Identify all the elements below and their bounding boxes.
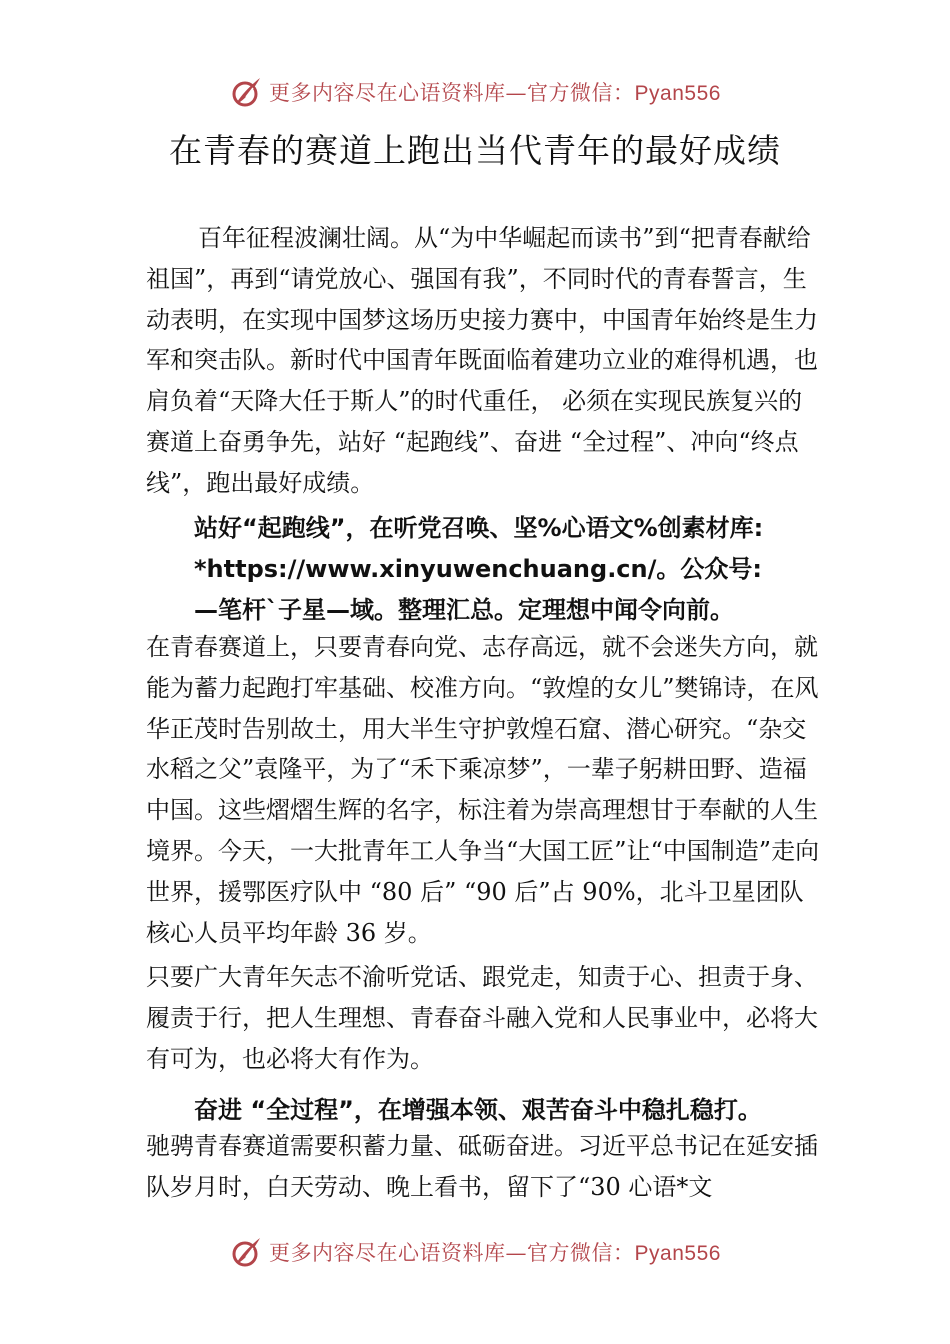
footer-watermark-banner [0,1232,950,1272]
heading-line: *https://www.xinyuwenchuang.cn/。公众号: [194,555,762,583]
paragraph-conclusion: 只要广大青年矢志不渝听党话、跟党走，知责于心、担责于身、履责于行，把人生理想、青春奋斗融入党和人民事业中，必将大有可为，也必将大有作为。 [146,963,818,1073]
watermark-text: 更多内容尽在心语资料库—官方微信：Pyan556 [269,81,721,105]
wechat-handle: Pyan556 [634,82,721,105]
section-heading-whole-process: 奋进 “全过程”，在增强本领、艰苦奋斗中稳扎稳打。 [194,1096,762,1124]
paragraph-strive: 驰骋青春赛道需要积蓄力量、砥砺奋进。习近平总书记在延安插队岁月时，白天劳动、晚上看书，留下了“30 心语*文 [146,1132,818,1201]
watermark-text: 更多内容尽在心语资料库—官方微信：Pyan556 [269,1241,721,1265]
wechat-handle: Pyan556 [634,1242,721,1265]
paragraph-intro-text: 百年征程波澜壮阔。从“为中华崛起而读书”到“把青春献给祖国”，再到“请党放心、强国有我”，不同时代的青春誓言，生动表明，在实现中国梦这场历史接力赛中，中国青年始终是生力军和突击队。新时代中国青年既面临着建功立业的难得机遇，也肩负着“天降大任于斯人”的时代重任， 必须在实现民族复兴的赛道上奋勇争先，站好 “起跑线”、奋进 “全过程”、冲向“终点线”，跑出最好成绩。 [146,224,818,497]
header-watermark-banner [0,72,950,112]
paragraph-intro [146,218,822,504]
paragraph-examples: 在青春赛道上，只要青春向党、志存高远，就不会迷失方向，就能为蓄力起跑打牢基础、校准方向。“敦煌的女儿”樊锦诗，在风华正茂时告别故土，用大半生守护敦煌石窟、潜心研究。“杂交水稻之父”袁隆平，为了“禾下乘凉梦”，一辈子躬耕田野、造福中国。这些熠熠生辉的名字，标注着为崇高理想甘于奉献的人生境界。今天，一大批青年工人争当“大国工匠”让“中国制造”走向世界，援鄂医疗队中 “80 后” “90 后”占 90%，北斗卫星团队核心人员平均年龄 36 岁。 [146,633,820,947]
document-title: 在青春的赛道上跑出当代青年的最好成绩 [169,131,781,170]
quill-logo-icon [229,1235,263,1269]
heading-line: —笔杆`子星—域。整理汇总。定理想中闻令向前。 [194,596,734,624]
section-heading-start-line [194,508,834,631]
quill-logo-icon [229,75,263,109]
heading-line: 站好“起跑线”，在听党召唤、坚%心语文%创素材库: [194,514,764,542]
